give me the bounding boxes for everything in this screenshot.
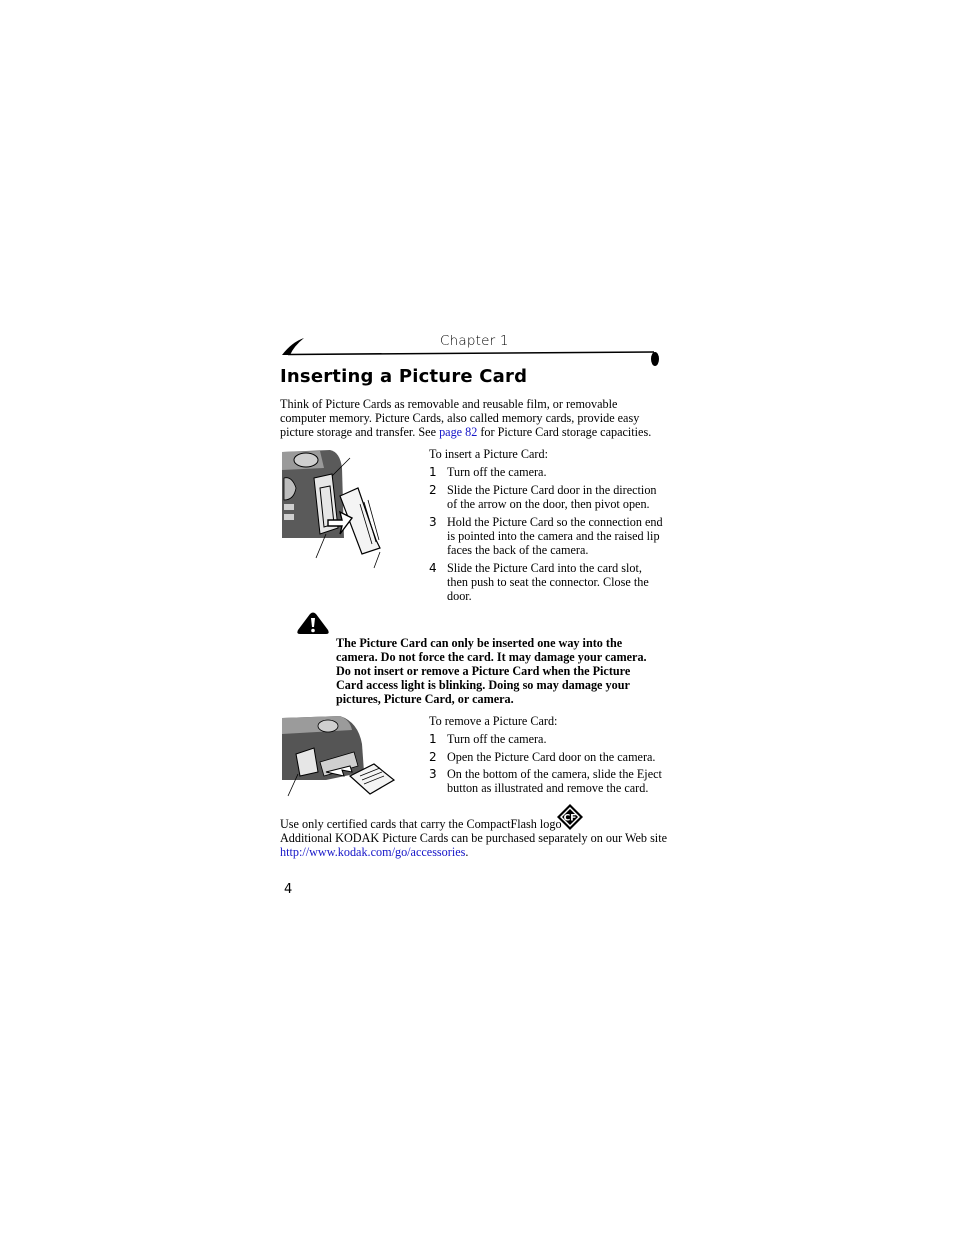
intro-line: picture storage and transfer. See page 82 for Picture Card storage capacities.	[280, 425, 652, 439]
compactflash-logo-icon	[556, 803, 584, 831]
remove-steps: To remove a Picture Card: 1 Turn off the camera. 2 Open the Picture Card door on the camera. 3 On the bottom of the camera, slide the Eject button as illustrated and remove the card.	[429, 714, 669, 804]
footer-line: http://www.kodak.com/go/accessories.	[280, 845, 469, 859]
intro-line: Think of Picture Cards as removable and reusable film, or removable	[280, 397, 618, 411]
chapter-label: Chapter 1	[440, 333, 509, 349]
page-title: Inserting a Picture Card	[280, 366, 528, 387]
insert-card-illustration	[280, 448, 390, 570]
intro-paragraph	[280, 397, 660, 439]
warning-text: The Picture Card can only be inserted one way into the camera. Do not force the card. It may damage your camera. Do not insert or remove a Picture Card when the Picture Card access light is blinking. Doing so may damage your pictures, Picture Card, or camera.	[336, 636, 647, 706]
warning-icon	[296, 612, 330, 636]
insert-heading: To insert a Picture Card:	[429, 447, 548, 461]
remove-card-illustration	[280, 714, 396, 798]
svg-text:CF: CF	[563, 813, 577, 824]
intro-line: computer memory. Picture Cards, also called memory cards, provide easy	[280, 411, 640, 425]
footer-line: Additional KODAK Picture Cards can be purchased separately on our Web site	[280, 831, 667, 845]
page-82-link[interactable]: page 82	[439, 425, 478, 439]
accessories-link[interactable]: http://www.kodak.com/go/accessories	[280, 845, 466, 859]
footer-line: Use only certified cards that carry the CompactFlash logo	[280, 817, 562, 831]
remove-heading: To remove a Picture Card:	[429, 714, 558, 728]
insert-steps: To insert a Picture Card: 1 Turn off the camera. 2 Slide the Picture Card door in the direction of the arrow on the door, then pivot open. 3 Hold the Picture Card so the connection end is pointed into the camera and the raised lip faces the back of the camera. 4 Slide the Picture Card into the card slot, then push to seat the connector. Close the door.	[429, 447, 669, 607]
page-number: 4	[284, 882, 293, 897]
